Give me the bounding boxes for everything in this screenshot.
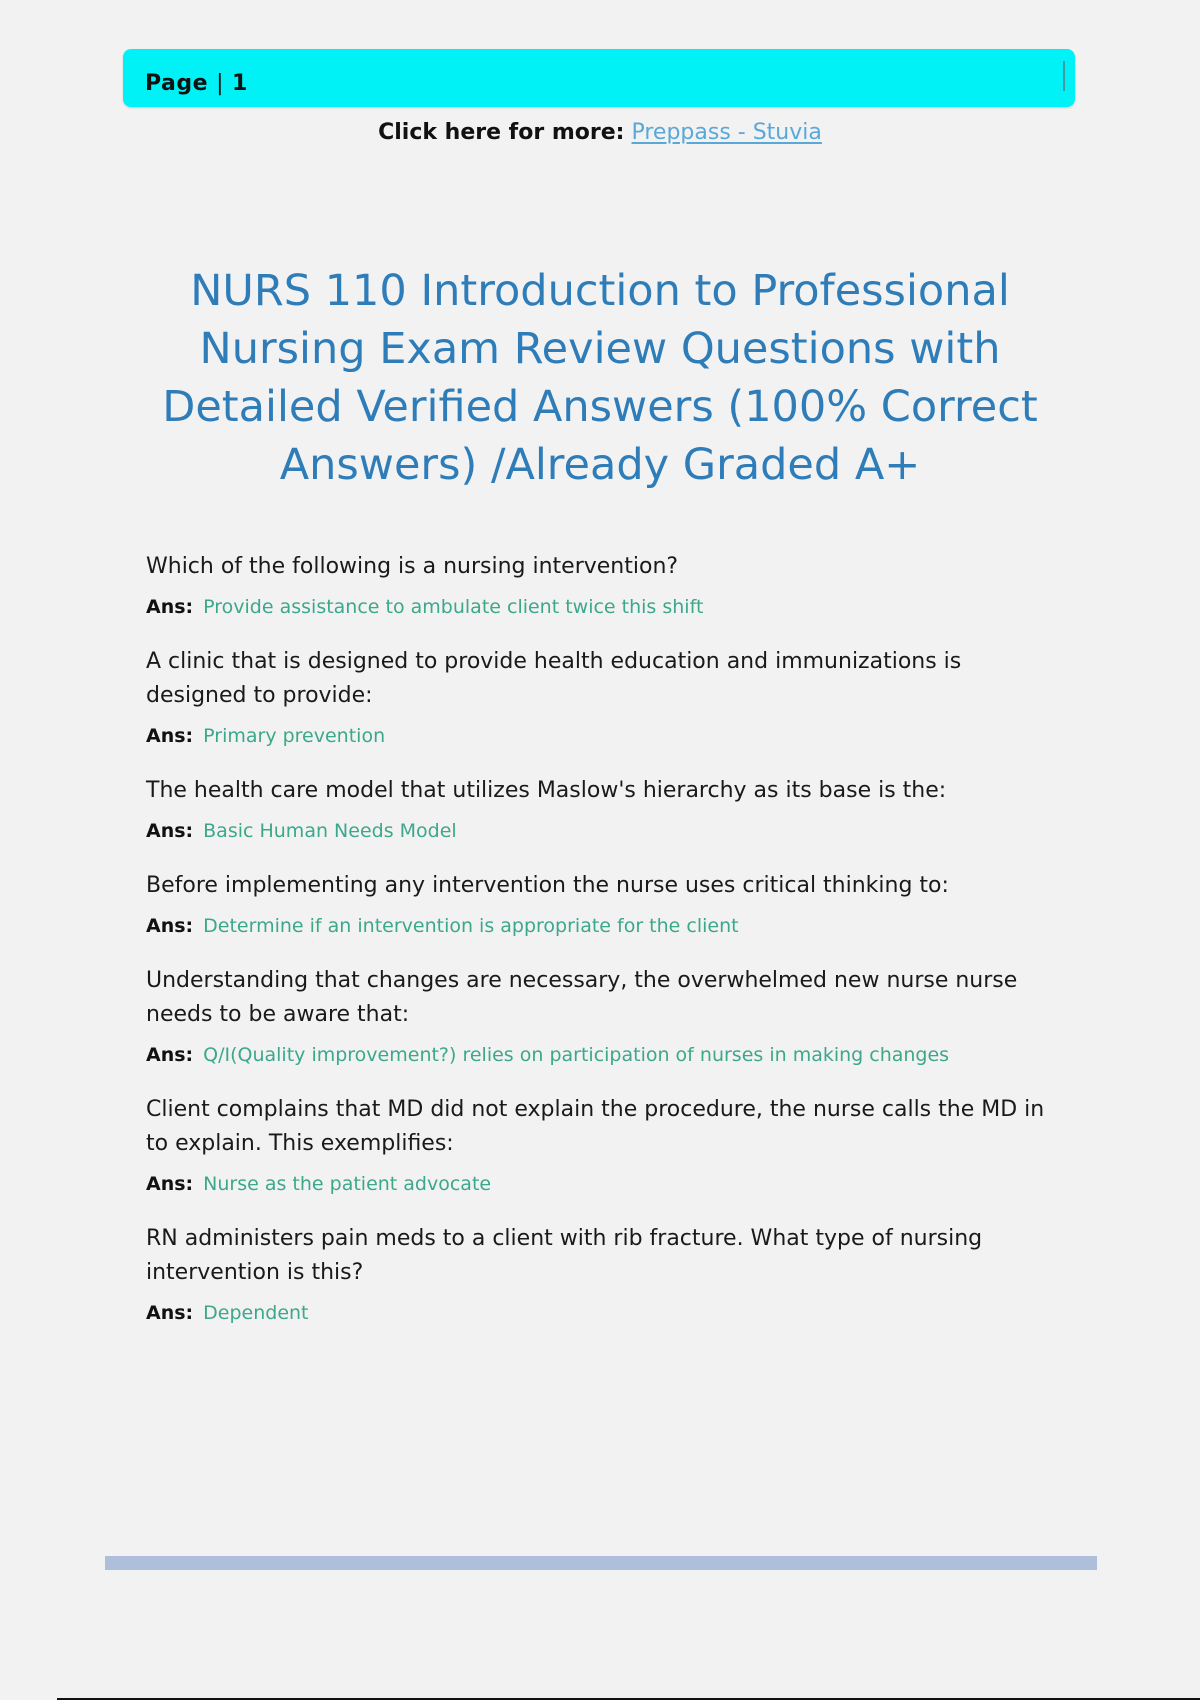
page-word: Page (145, 71, 209, 96)
qa-item (146, 964, 1066, 1068)
answer-label: Ans: (146, 596, 194, 618)
qa-item (146, 645, 1066, 749)
answer-label: Ans: (146, 725, 194, 747)
qa-list (146, 550, 1066, 1351)
answer-line (146, 1171, 1066, 1197)
qa-item (146, 1093, 1066, 1197)
question-text: A clinic that is designed to provide health education and immunizations is designed to provide: (146, 649, 962, 708)
more-line (0, 120, 1200, 145)
section-divider (105, 1556, 1097, 1570)
answer-label: Ans: (146, 820, 194, 842)
page-header-bar (123, 49, 1075, 107)
question-text: The health care model that utilizes Maslow's hierarchy as its base is the: (146, 778, 947, 803)
answer-text: Q/I(Quality improvement?) relies on participation of nurses in making changes (203, 1044, 950, 1066)
more-label: Click here for more: (378, 120, 625, 145)
answer-line (146, 723, 1066, 749)
preppass-stuvia-link[interactable]: Preppass - Stuvia (631, 120, 822, 145)
question-text: Understanding that changes are necessary, the overwhelmed new nurse nurse needs to be aware that: (146, 968, 1018, 1027)
question-text: Client complains that MD did not explain the procedure, the nurse calls the MD in to explain. This exemplifies: (146, 1097, 1045, 1156)
answer-text: Dependent (203, 1302, 309, 1324)
qa-item (146, 550, 1066, 620)
answer-text: Basic Human Needs Model (203, 820, 457, 842)
question-text: RN administers pain meds to a client with rib fracture. What type of nursing intervention is this? (146, 1226, 983, 1285)
answer-text: Provide assistance to ambulate client twice this shift (203, 596, 704, 618)
qa-item (146, 869, 1066, 939)
page-separator: | (216, 71, 224, 96)
qa-item (146, 774, 1066, 844)
question-text: Before implementing any intervention the nurse uses critical thinking to: (146, 873, 949, 898)
answer-line (146, 1042, 1066, 1068)
question-text: Which of the following is a nursing intervention? (146, 554, 679, 579)
answer-label: Ans: (146, 915, 194, 937)
answer-text: Determine if an intervention is appropriate for the client (203, 915, 739, 937)
document-title: NURS 110 Introduction to Professional Nursing Exam Review Questions with Detailed Verified Answers (100% Correct Answers) /Already Graded A+ (162, 266, 1038, 490)
answer-line (146, 1300, 1066, 1326)
answer-line (146, 913, 1066, 939)
answer-line (146, 818, 1066, 844)
answer-text: Primary prevention (203, 725, 386, 747)
qa-item (146, 1222, 1066, 1326)
answer-label: Ans: (146, 1044, 194, 1066)
page-number: 1 (231, 71, 248, 96)
answer-text: Nurse as the patient advocate (203, 1173, 492, 1195)
answer-label: Ans: (146, 1173, 194, 1195)
header-bar-tick (1063, 61, 1065, 91)
answer-line (146, 594, 1066, 620)
page-number-label (145, 71, 248, 96)
answer-label: Ans: (146, 1302, 194, 1324)
